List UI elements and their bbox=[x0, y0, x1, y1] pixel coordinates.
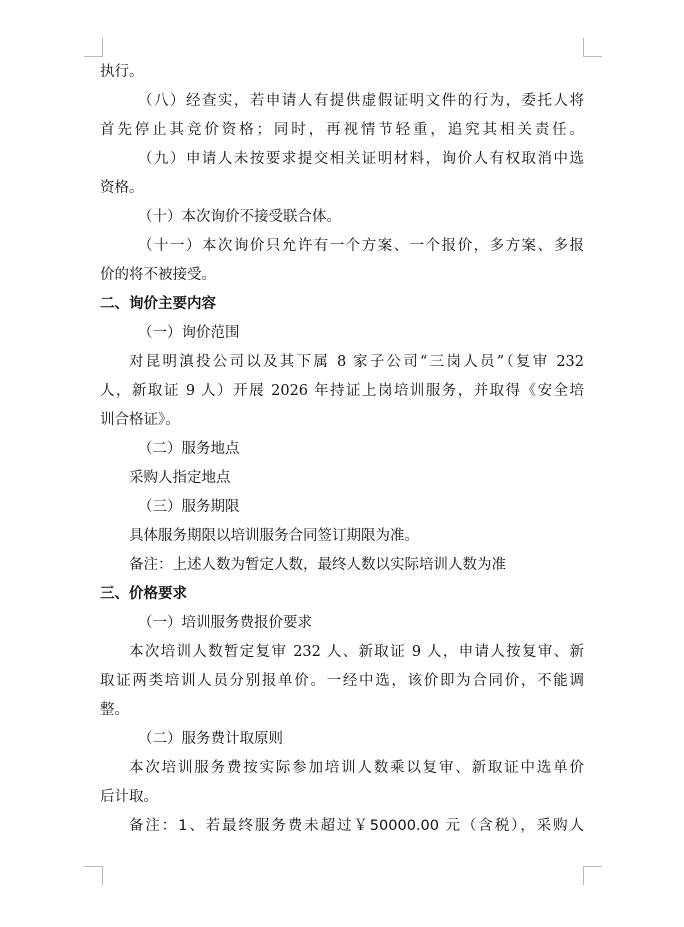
text-line: 训合格证》。 bbox=[100, 412, 180, 428]
text-line: 本次培训服务费按实际参加培训人数乘以复审、新取证中选单价 bbox=[129, 760, 584, 776]
note-line: 备注：上述人数为暂定人数，最终人数以实际培训人数为准 bbox=[129, 557, 506, 573]
text-line: 后计取。 bbox=[100, 789, 158, 805]
text-line: （一）培训服务费报价要求 bbox=[138, 615, 312, 631]
text-line: （三）服务期限 bbox=[138, 499, 240, 515]
text-line: 执行。 bbox=[100, 64, 144, 80]
text-line: 具体服务期限以培训服务合同签订期限为准。 bbox=[129, 528, 419, 544]
text-line: 整。 bbox=[100, 702, 129, 718]
text-line: 对昆明滇投公司以及其下属 8 家子公司“三岗人员”（复审 232 bbox=[129, 354, 584, 370]
text-line: （十）本次询价不接受联合体。 bbox=[138, 209, 341, 225]
page-corner-mark-top-right bbox=[583, 38, 602, 57]
text-line: 采购人指定地点 bbox=[129, 470, 231, 486]
document-body bbox=[100, 58, 584, 841]
section-heading: 三、价格要求 bbox=[100, 586, 187, 602]
text-line: 本次培训人数暂定复审 232 人、新取证 9 人，申请人按复审、新 bbox=[129, 644, 584, 660]
note-line: 备注：1、若最终服务费未超过￥50000.00 元（含税），采购人 bbox=[129, 818, 584, 834]
text-line: 首先停止其竞价资格；同时，再视情节轻重，追究其相关责任。 bbox=[100, 122, 584, 138]
text-line: 价的将不被接受。 bbox=[100, 267, 216, 283]
page-corner-mark-bottom-left bbox=[84, 866, 103, 885]
section-heading: 二、询价主要内容 bbox=[100, 296, 216, 312]
text-line: （一）询价范围 bbox=[138, 325, 240, 341]
text-line: （九）申请人未按要求提交相关证明材料，询价人有权取消中选 bbox=[138, 151, 584, 167]
page-corner-mark-top-left bbox=[84, 38, 103, 57]
text-line: 取证两类培训人员分别报单价。一经中选，该价即为合同价，不能调 bbox=[100, 673, 584, 689]
text-line: 人，新取证 9 人）开展 2026 年持证上岗培训服务，并取得《安全培 bbox=[100, 383, 584, 399]
text-line: （十一）本次询价只允许有一个方案、一个报价，多方案、多报 bbox=[138, 238, 584, 254]
text-line: （二）服务费计取原则 bbox=[138, 731, 283, 747]
text-line: （八）经查实，若申请人有提供虚假证明文件的行为，委托人将 bbox=[138, 93, 584, 109]
page-corner-mark-bottom-right bbox=[583, 866, 602, 885]
text-line: 资格。 bbox=[100, 180, 144, 196]
text-line: （二）服务地点 bbox=[138, 441, 240, 457]
